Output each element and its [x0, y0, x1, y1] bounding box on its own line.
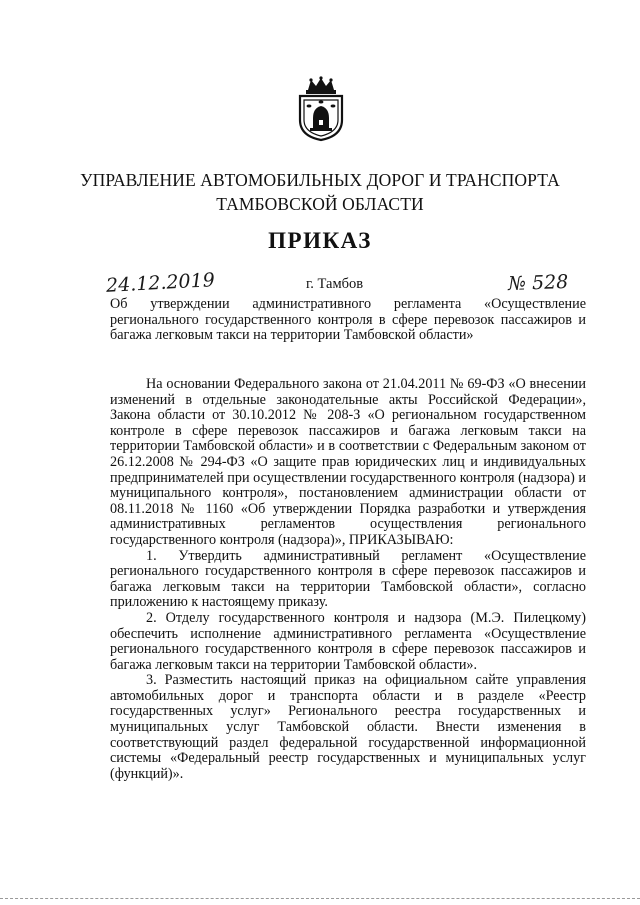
document-type-title: ПРИКАЗ [268, 228, 372, 253]
organization-name [60, 168, 580, 216]
order-item-3: 3. Разместить настоящий приказ на официальном сайте управления автомобильных дорог и транспорта области и в разделе «Реестр государственных услуг» Регионального реестра государственных и муниципальных услуг Тамбовской области. Внести изменения в соответствующий раздел федеральной государственной информационной системы «Федеральный реестр государственных и муниципальных услуг (функций)». [110, 672, 586, 782]
handwritten-date: 24.12.2019 [105, 269, 216, 297]
order-item-1: 1. Утвердить административный регламент «Осуществление регионального государственного контроля в сфере перевозок пассажиров и багажа легковым такси на территории Тамбовской области», согласно приложению к настоящему приказу. [110, 547, 586, 611]
document-subject: Об утверждении административного регламента «Осуществление регионального государственного контроля в сфере перевозок пассажиров и багажа легковым такси на территории Тамбовской области» [110, 296, 586, 343]
city-label: г. Тамбов [306, 276, 364, 292]
page-bottom-rule [0, 898, 640, 900]
org-line-2: ТАМБОВСКОЙ ОБЛАСТИ [216, 194, 424, 214]
preamble-paragraph: На основании Федерального закона от 21.04.2011 № 69-ФЗ «О внесении изменений в отдельные законодательные акты Российской Федерации», Закона области от 30.10.2012 № 208-З «О региональном государственном контроле в сфере перевозок пассажиров и багажа легковым такси на территории Тамбовской области» и в соответствии с Федеральным законом от 26.12.2008 № 294-ФЗ «О защите прав юридических лиц и индивидуальных предпринимателей при осуществлении государственного контроля (надзора) и муниципального контроля», постановлением администрации области от 08.11.2018 № 1160 «Об утверждении Порядка разработки и утверждения административных регламентов осуществления регионального государственного контроля (надзора)», ПРИКАЗЫВАЮ: [110, 376, 586, 548]
document-body [110, 377, 586, 782]
handwritten-number: № 528 [507, 270, 569, 296]
order-item-2: 2. Отделу государственного контроля и надзора (М.Э. Пилецкому) обеспечить исполнение административного регламента «Осуществление регионального государственного контроля в сфере перевозок пассажиров и багажа легковым такси на территории Тамбовской области». [110, 609, 586, 673]
org-line-1: УПРАВЛЕНИЕ АВТОМОБИЛЬНЫХ ДОРОГ И ТРАНСПОРТА [80, 170, 560, 190]
coat-of-arms-icon [296, 76, 346, 142]
